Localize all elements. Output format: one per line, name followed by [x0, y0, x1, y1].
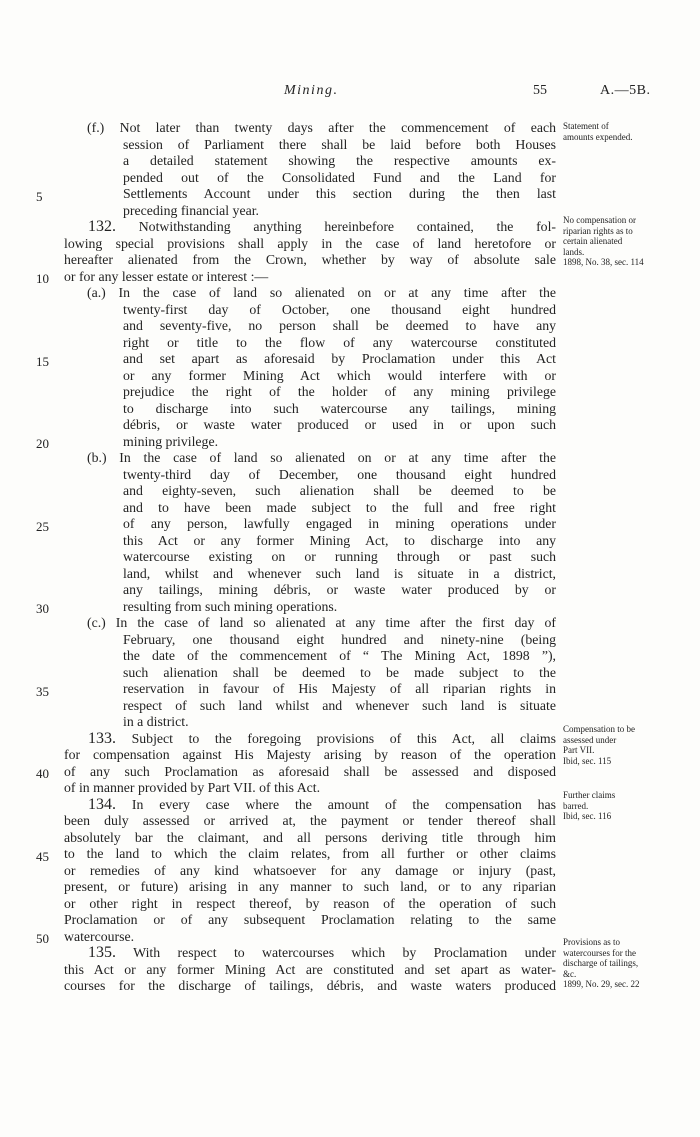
paragraph-c-line: such alienation shall be deemed to be made subject to the: [123, 664, 556, 680]
section-134-line: present, or future) arising in any manner to such land, or to any riparian: [64, 879, 556, 894]
body-text: [64, 120, 556, 995]
line-number: 20: [36, 436, 49, 451]
paragraph-f-line: Settlements Account under this section during the then last: [123, 186, 556, 201]
paragraph-b-line: twenty-third day of December, one thousand eight hundred: [123, 466, 556, 482]
paragraph-b-line: (b.) In the case of land so alienated on or at any time after the: [87, 450, 556, 465]
paragraph-f-line: pended out of the Consolidated Fund and the Land for: [123, 169, 556, 185]
line-number: 45: [36, 849, 49, 864]
paragraph-c-line: in a district.: [123, 714, 189, 729]
section-134-line: watercourse.: [64, 928, 135, 944]
page-number: 55: [533, 83, 547, 98]
line-number: 15: [36, 354, 49, 369]
paragraph-b-line: of any person, lawfully engaged in mining operations under: [123, 516, 556, 531]
margin-note-no-compensation: No compensation or riparian rights as to certain alienated lands. 1898, No. 38, sec. 114: [563, 215, 644, 267]
paragraph-c-line: (c.) In the case of land so alienated at any time after the first day of: [87, 615, 556, 630]
paragraph-c-line: February, one thousand eight hundred and ninety-nine (being: [123, 631, 556, 647]
section-132-line: lowing special provisions shall apply in the case of land heretofore or: [64, 235, 556, 251]
line-number: 5: [36, 189, 43, 204]
margin-note-watercourses: Provisions as to watercourses for the discharge of tailings, &c. 1899, No. 29, sec. 22: [563, 937, 640, 989]
paragraph-a-line: débris, or waste water produced or used in or upon such: [123, 417, 556, 432]
section-133-line: for compensation against His Majesty arising by reason of the operation: [64, 747, 556, 762]
paragraph-f-line: session of Parliament there shall be laid before both Houses: [123, 136, 556, 152]
paragraph-f-line: a detailed statement showing the respective amounts ex-: [123, 153, 556, 168]
section-number: 133.: [88, 729, 116, 747]
line-number: 10: [36, 271, 49, 286]
section-134-first-line: 134. In every case where the amount of the compensation has: [88, 795, 557, 813]
paragraph-f-line: (f.) Not later than twenty days after the commencement of each: [87, 120, 556, 135]
line-number: 35: [36, 684, 49, 699]
paragraph-a-line: mining privilege.: [123, 433, 219, 449]
paragraph-a-line: and set apart as aforesaid by Proclamation under this Act: [123, 351, 556, 366]
paragraph-f-line: preceding financial year.: [123, 202, 259, 218]
paragraph-a-line: to discharge into such watercourse any tailings, mining: [123, 400, 556, 416]
paragraph-c-line: respect of such land whilst and whenever such land is situate: [123, 697, 556, 713]
paragraph-a-line: and seventy-five, no person shall be deemed to have any: [123, 318, 556, 333]
section-135-line: this Act or any former Mining Act are constituted and set apart as water-: [64, 961, 556, 977]
paragraph-b-line: and to have been made subject to the full and free right: [123, 499, 556, 515]
section-134-line: been duly assessed or arrived at, the payment or tender thereof shall: [64, 813, 556, 828]
paragraph-b-line: any tailings, mining débris, or waste water produced by or: [123, 582, 556, 597]
section-135-first-line: 135. With respect to watercourses which by Proclamation under: [88, 944, 556, 961]
paragraph-c-line: reservation in favour of His Majesty of all riparian rights in: [123, 681, 556, 696]
section-132-line: or for any lesser estate or interest :—: [64, 268, 269, 284]
paragraph-b-line: resulting from such mining operations.: [123, 598, 338, 614]
line-number: 50: [36, 931, 49, 946]
line-number: 25: [36, 519, 49, 534]
paragraph-a-line: right or title to the flow of any watercourse constituted: [123, 334, 556, 350]
section-134-line: absolutely bar the claimant, and all persons deriving title through him: [64, 829, 556, 845]
section-133-first-line: 133. Subject to the foregoing provisions of this Act, all claims: [88, 729, 556, 747]
section-134-line: Proclamation or of any subsequent Proclamation relating to the same: [64, 912, 556, 927]
section-133-line: of in manner provided by Part VII. of this Act.: [64, 780, 321, 795]
section-132-first-line: 132. Notwithstanding anything hereinbefore contained, the fol-: [88, 218, 556, 235]
document-code: A.—5B.: [600, 83, 651, 98]
section-134-line: or remedies of any kind whatsoever for any damage or injury (past,: [64, 862, 556, 878]
paragraph-a-line: twenty-first day of October, one thousand eight hundred: [123, 301, 556, 317]
section-134-line: to the land to which the claim relates, from all further or other claims: [64, 846, 556, 861]
section-135-line: courses for the discharge of tailings, débris, and waste waters produced: [64, 978, 556, 993]
section-134-line: or other right in respect thereof, by reason of the operation of such: [64, 895, 556, 911]
paragraph-a-line: (a.) In the case of land so alienated on or at any time after the: [87, 285, 556, 300]
section-132-line: hereafter alienated from the Crown, whether by way of absolute sale: [64, 252, 556, 267]
paragraph-a-line: or any former Mining Act which would interfere with or: [123, 367, 556, 383]
line-number: 30: [36, 601, 49, 616]
paragraph-a-line: prejudice the right of the holder of any mining privilege: [123, 384, 556, 399]
margin-note-statement: Statement of amounts expended.: [563, 121, 633, 142]
line-number: 40: [36, 766, 49, 781]
running-title: Mining.: [284, 83, 339, 98]
section-number: 134.: [88, 795, 116, 813]
paragraph-b-line: this Act or any former Mining Act, to discharge into any: [123, 532, 556, 548]
section-number: 132.: [88, 218, 116, 235]
margin-note-further-claims: Further claims barred. Ibid, sec. 116: [563, 790, 616, 821]
paragraph-b-line: land, whilst and whenever such land is situate in a district,: [123, 565, 556, 581]
paragraph-c-line: the date of the commencement of “ The Mining Act, 1898 ”),: [123, 648, 556, 663]
paragraph-b-line: watercourse existing on or running through or past such: [123, 549, 556, 564]
section-number: 135.: [88, 944, 116, 961]
section-133-line: of any such Proclamation as aforesaid shall be assessed and disposed: [64, 763, 556, 779]
margin-note-compensation-assessed: Compensation to be assessed under Part VII. Ibid, sec. 115: [563, 724, 635, 766]
paragraph-b-line: and eighty-seven, such alienation shall be deemed to be: [123, 483, 556, 498]
